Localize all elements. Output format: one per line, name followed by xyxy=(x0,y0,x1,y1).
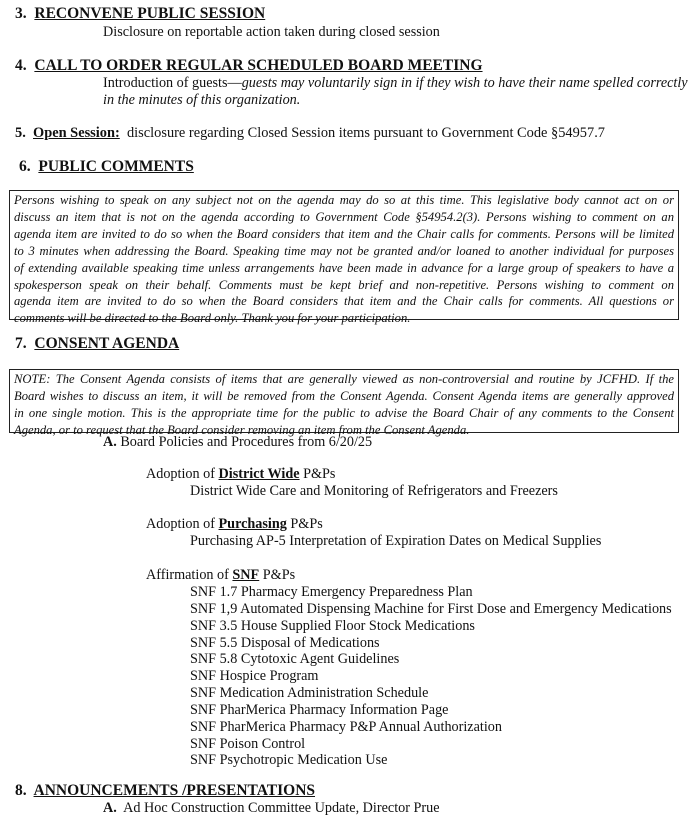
group-keyword: Purchasing xyxy=(218,516,287,532)
notice-line: to 3 minutes when addressing the Board. Speaking time may not be granted and/or loaned to another individual for purposes xyxy=(14,243,674,258)
group-prefix: Affirmation of xyxy=(146,567,233,583)
policy-item: Purchasing AP-5 Interpretation of Expiration Dates on Medical Supplies xyxy=(190,533,602,549)
item-title: Open Session: xyxy=(33,125,120,141)
policy-item: SNF Medication Administration Schedule xyxy=(190,685,429,702)
note-line: Board wishes to discuss an item, it will be removed from the Consent Agenda. Consent Agenda items are generally approved xyxy=(14,388,674,403)
group-keyword: SNF xyxy=(232,567,260,583)
policy-item: SNF 5.5 Disposal of Medications xyxy=(190,634,380,651)
item-number: 3. xyxy=(15,5,27,22)
item-title: CONSENT AGENDA xyxy=(34,335,180,352)
policy-item: SNF 1,9 Automated Dispensing Machine for First Dose and Emergency Medications xyxy=(190,600,672,617)
notice-line: comments will be directed to the Board only. Thank you for your participation. xyxy=(14,311,411,326)
item-5-text: disclosure regarding Closed Session items pursuant to Government Code §54957.7 xyxy=(126,125,605,141)
item-number: 5. xyxy=(15,125,26,141)
item-6-heading xyxy=(19,158,194,176)
policy-item: SNF 1.7 Pharmacy Emergency Preparedness Plan xyxy=(190,584,473,600)
item-title: PUBLIC COMMENTS xyxy=(38,158,194,175)
policy-item: SNF Psychotropic Medication Use xyxy=(190,752,388,769)
item-7-heading xyxy=(15,335,179,353)
guests-note: guests may voluntarily sign in if they wish to have their name spelled correctly xyxy=(241,75,688,91)
sub-letter: A. xyxy=(103,800,117,816)
note-line: in one single motion. This is the appropriate time for the public to advise the Board Chair of any comments to the Consent xyxy=(14,405,674,420)
group-prefix: Adoption of xyxy=(146,466,219,482)
policy-item: SNF Hospice Program xyxy=(190,668,319,685)
note-line: Agenda, or to request that the Board consider removing an item from the Consent Agenda. xyxy=(14,422,470,437)
notice-line: of extending available speaking time unless arrangements have been made in advance for a large group of speakers to have a xyxy=(14,260,674,275)
group-snf-heading xyxy=(146,567,295,584)
sub-letter: A. xyxy=(103,434,117,450)
policy-item: SNF PharMerica Pharmacy P&P Annual Authorization xyxy=(190,718,502,735)
sub-text: Board Policies and Procedures from 6/20/25 xyxy=(120,434,373,450)
group-purchasing-heading xyxy=(146,516,323,533)
group-suffix: P&Ps xyxy=(299,466,336,482)
item-title: RECONVENE PUBLIC SESSION xyxy=(34,5,266,22)
notice-line: agenda item are invited to do so when the Board considers that item and the Chair calls for comments. All questions or xyxy=(14,294,674,309)
item-number: 7. xyxy=(15,335,27,352)
item-8-heading xyxy=(15,782,315,800)
group-district-wide-heading xyxy=(146,466,335,483)
item-4-heading xyxy=(15,57,483,75)
policy-item: District Wide Care and Monitoring of Refrigerators and Freezers xyxy=(190,483,558,499)
item-number: 8. xyxy=(15,782,27,799)
item-title: CALL TO ORDER REGULAR SCHEDULED BOARD MEETING xyxy=(34,57,483,74)
group-keyword: District Wide xyxy=(218,466,300,482)
item-4-guests-line-1 xyxy=(103,75,688,92)
item-8-sub-a xyxy=(103,800,440,817)
snf-policy-list xyxy=(190,584,672,769)
sub-text: Ad Hoc Construction Committee Update, Director Prue xyxy=(123,800,440,816)
consent-agenda-note xyxy=(9,369,679,437)
item-number: 6. xyxy=(19,158,31,175)
group-prefix: Adoption of xyxy=(146,516,219,532)
notice-line: discuss an item that is not on the agenda according to Government Code §54954.2(3). Persons wishing to comment on an xyxy=(14,209,674,224)
item-3-heading xyxy=(15,5,265,23)
item-3-text: Disclosure on reportable action taken during closed session xyxy=(103,24,440,40)
policy-item: SNF 5.8 Cytotoxic Agent Guidelines xyxy=(190,651,400,668)
item-4-guests-line-2: in the minutes of this organization. xyxy=(103,92,301,108)
item-number: 4. xyxy=(15,57,27,74)
guests-intro: Introduction of guests— xyxy=(103,75,242,91)
notice-line: agenda item are invited to do so when the Board considers that item and the Chair calls for comments. Persons will be limited xyxy=(14,226,674,241)
policy-item: SNF 3.5 House Supplied Floor Stock Medications xyxy=(190,617,475,634)
item-title: ANNOUNCEMENTS /PRESENTATIONS xyxy=(33,782,316,799)
note-line: NOTE: The Consent Agenda consists of items that are generally viewed as non-controversial and routine by JCFHD. If the xyxy=(14,372,674,386)
group-suffix: P&Ps xyxy=(259,567,296,583)
item-5-heading xyxy=(15,125,605,142)
group-suffix: P&Ps xyxy=(286,516,323,532)
policy-item: SNF Poison Control xyxy=(190,735,306,752)
notice-line: spokesperson speak on their behalf. Comments must be kept brief and non-repetitive. Persons wishing to comment on xyxy=(14,277,674,292)
notice-line: Persons wishing to speak on any subject not on the agenda may do so at this time. This legislative body cannot act on or xyxy=(14,193,674,207)
item-7-sub-a xyxy=(103,434,372,451)
policy-item: SNF PharMerica Pharmacy Information Page xyxy=(190,701,449,718)
public-comments-notice xyxy=(9,190,679,326)
